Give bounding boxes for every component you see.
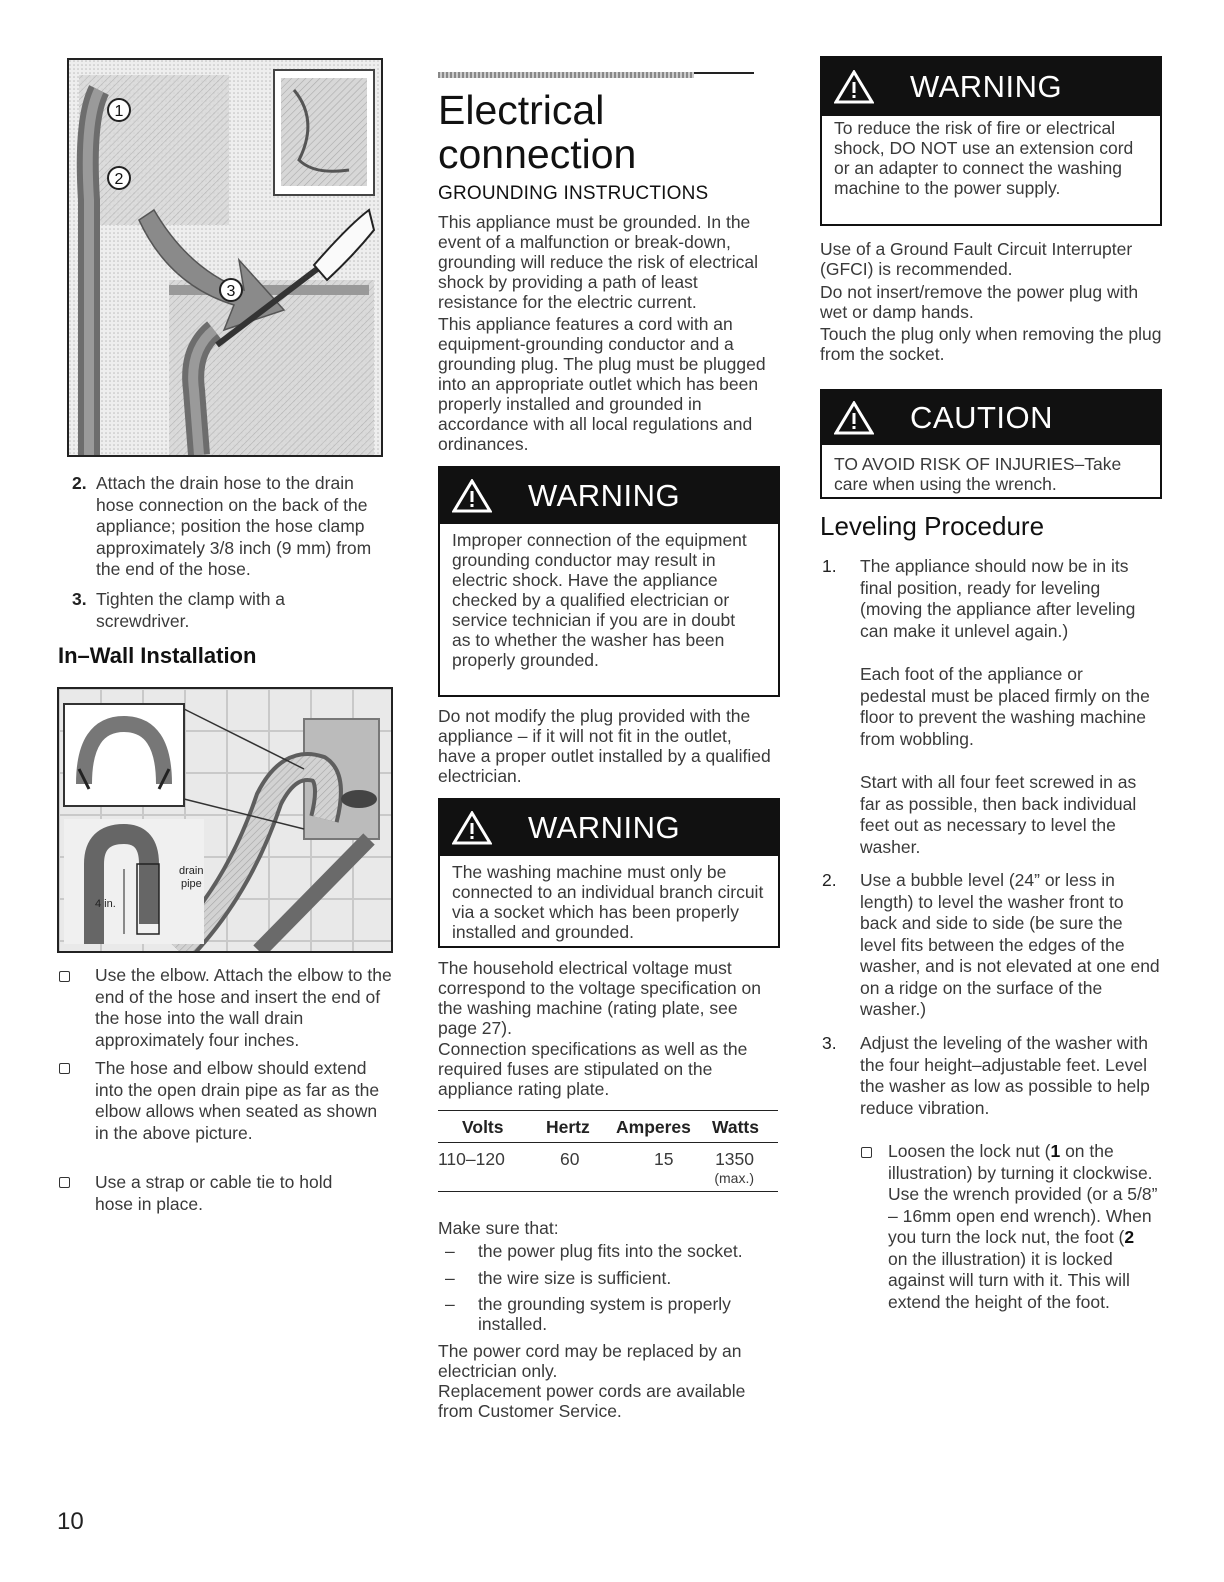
svg-text:1: 1: [114, 103, 124, 120]
dash-bullet: –: [445, 1294, 455, 1314]
check-item-1: [438, 1241, 778, 1261]
caution-header: [822, 391, 1160, 445]
cell-watts-group: [712, 1143, 778, 1192]
inwall-illustration: [57, 687, 393, 953]
caution-title: CAUTION: [910, 400, 1053, 435]
svg-text:2: 2: [114, 171, 124, 188]
callout-3: [220, 279, 242, 301]
table-row: [438, 1143, 778, 1192]
col-volts: Volts: [438, 1111, 546, 1143]
warning-title: WARNING: [528, 478, 681, 513]
grounding-paragraph-1: This appliance must be grounded. In the event of a malfunction or break-down, grounding will reduce the risk of electrical shock by providing a path of least resistance for the electric current.: [438, 212, 759, 312]
step-paragraph: Each foot of the appliance or pedestal must be placed firmly on the floor to prevent the washing machine from wobbling.: [860, 664, 1150, 749]
checkbox-icon: [59, 1063, 70, 1074]
voltage-text: The household electrical voltage must correspond to the voltage specification on the washing machine (rating plate, see page 27).: [438, 958, 761, 1038]
leveling-heading: Leveling Procedure: [820, 511, 1045, 541]
warning-header: [440, 468, 778, 524]
svg-text:3: 3: [226, 283, 236, 300]
step-text: Attach the drain hose to the drain hose connection on the back of the appliance; position the hose clamp approximately 3/8 inch (9 mm) from the end of the hose.: [96, 473, 372, 579]
step-paragraph: Start with all four feet screwed in as far as possible, then back individual feet out as necessary to level the washer.: [860, 772, 1137, 857]
step-paragraph: Use a bubble level (24” or less in length) to level the washer front to back and side to side (be sure the level fits between the edges of the washer, and is not elevated at one end on a ridge on the surface of the washer.): [860, 870, 1160, 1019]
warning-triangle-icon: [452, 479, 492, 513]
lock-nut-text-3: on the illustration) it is locked against will turn with it. This will extend the height of the foot.: [888, 1248, 1130, 1312]
grounding-paragraph-2: This appliance features a cord with an equipment-grounding conductor and a grounding plug. The plug must be plugged into an appropriate outlet which has been properly installed and grounded in accordance with all local regulations and ordinances.: [438, 314, 766, 454]
step-number: 1.: [822, 556, 837, 576]
warning-triangle-icon: [834, 70, 874, 104]
warning-header: [822, 58, 1160, 116]
caution-box: [820, 389, 1162, 499]
checkbox-icon: [59, 1177, 70, 1188]
checkbox-icon: [59, 971, 70, 982]
install-step-3: [72, 589, 382, 632]
bullet-text: Use a strap or cable tie to hold hose in place.: [95, 1172, 333, 1214]
inwall-heading: In–Wall Installation: [58, 643, 257, 668]
step-number: 2.: [72, 473, 87, 493]
step-number: 3.: [72, 589, 87, 609]
step-number: 2.: [822, 870, 837, 890]
callout-1: [108, 99, 130, 121]
warning-title: WARNING: [910, 69, 1063, 104]
dash-bullet: –: [445, 1241, 455, 1261]
check-item-3: [438, 1294, 778, 1334]
warning-title: WARNING: [528, 810, 681, 845]
warning-box-grounding: [438, 466, 780, 697]
warning-header: [440, 800, 778, 856]
dash-bullet: –: [445, 1268, 455, 1288]
title-line-2: connection: [438, 131, 637, 177]
check-text: the power plug fits into the socket.: [478, 1241, 743, 1261]
make-sure-label: Make sure that:: [438, 1218, 559, 1238]
modify-plug-text: Do not modify the plug provided with the appliance – if it will not fit in the outlet, have a proper outlet installed by a qualified electrician.: [438, 706, 771, 786]
cell-volts: 110–120: [438, 1143, 546, 1192]
bullet-text: Use the elbow. Attach the elbow to the end of the hose and insert the end of the hose into the wall drain approximately four inches.: [95, 965, 392, 1050]
caution-text: TO AVOID RISK OF INJURIES–Take care when using the wrench.: [834, 454, 1122, 494]
drain-hose-illustration: [67, 58, 383, 457]
warning-triangle-icon: [452, 811, 492, 845]
replacement-cord-text: Replacement power cords are available from Customer Service.: [438, 1381, 746, 1421]
wet-hands-text: Do not insert/remove the power plug with wet or damp hands.: [820, 282, 1139, 322]
cell-hertz: 60: [546, 1143, 616, 1192]
step-number: 3.: [822, 1033, 837, 1053]
check-text: the grounding system is properly installed.: [478, 1294, 731, 1334]
power-cord-text: The power cord may be replaced by an electrician only.: [438, 1341, 742, 1381]
warning-box-circuit: [438, 798, 780, 948]
step-paragraph: The appliance should now be in its final position, ready for leveling (moving the appliance after leveling can make it unlevel again.): [860, 556, 1136, 641]
dimension-label: 4 in.: [95, 898, 116, 910]
step-text: Tighten the clamp with a screwdriver.: [96, 589, 286, 631]
page-number: 10: [57, 1508, 84, 1535]
check-item-2: [438, 1268, 778, 1288]
cell-watts: 1350: [715, 1149, 754, 1169]
warning-text: To reduce the risk of fire or electrical shock, DO NOT use an extension cord or an adapter to connect the washing machine to the power supply.: [834, 118, 1134, 198]
lock-nut-text-1: Loosen the lock nut (: [888, 1141, 1051, 1161]
warning-triangle-icon: [834, 401, 874, 435]
callout-2: [108, 167, 130, 189]
lock-nut-text: [888, 1141, 1158, 1313]
col-hertz: Hertz: [546, 1111, 616, 1143]
pipe-label: pipe: [181, 878, 202, 890]
lock-nut-ref-2: 2: [1124, 1227, 1135, 1247]
install-step-2: [72, 473, 382, 581]
check-text: the wire size is sufficient.: [478, 1268, 672, 1288]
cell-amperes: 15: [616, 1143, 712, 1192]
gfci-text: Use of a Ground Fault Circuit Interrupter (GFCI) is recommended.: [820, 239, 1133, 279]
lock-nut-text-2: on the illustration) by turning it clockwise. Use the wrench provided (or a 5/8” – 16mm open end wrench). When you turn the lock nut, the foot (: [888, 1141, 1158, 1247]
warning-text: Improper connection of the equipment grounding conductor may result in electric shock. Have the appliance checked by a qualified electrician or service technician if you are in doubt as to whether the washer has been properly grounded.: [452, 530, 747, 670]
rating-table: [438, 1110, 778, 1192]
warning-box-extension: [820, 56, 1162, 226]
cell-watts-note: (max.): [714, 1170, 754, 1186]
grounding-heading: GROUNDING INSTRUCTIONS: [438, 183, 709, 204]
connection-text: Connection specifications as well as the required fuses are stipulated on the appliance rating plate.: [438, 1039, 748, 1099]
title-line-1: Electrical: [438, 87, 605, 133]
col-amperes: Amperes: [616, 1111, 712, 1143]
drain-label: drain: [179, 865, 204, 877]
checkbox-icon: [861, 1147, 872, 1158]
col-watts: Watts: [712, 1111, 778, 1143]
warning-text: The washing machine must only be connected to an individual branch circuit via a socket which has been properly installed and grounded.: [452, 862, 764, 942]
title-rule: [438, 72, 754, 78]
lock-nut-ref-1: 1: [1050, 1141, 1061, 1161]
touch-plug-text: Touch the plug only when removing the plug from the socket.: [820, 324, 1162, 364]
bullet-text: The hose and elbow should extend into the open drain pipe as far as the elbow allows when seated as shown in the above picture.: [95, 1058, 380, 1143]
step-paragraph: Adjust the leveling of the washer with the four height–adjustable feet. Level the washer as low as possible to help reduce vibration.: [860, 1033, 1150, 1118]
table-header-row: [438, 1111, 778, 1143]
page-title: [438, 88, 636, 176]
